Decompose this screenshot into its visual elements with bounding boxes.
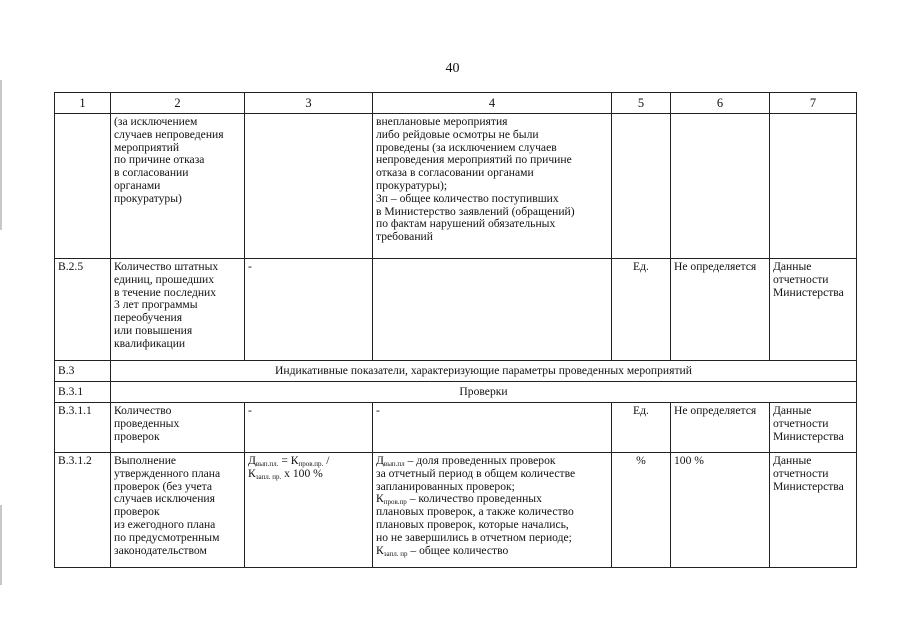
cell-code	[55, 114, 111, 259]
description-text: – количество проведенных	[406, 492, 542, 506]
cell-unit: Ед.	[612, 403, 671, 453]
cell-code: В.3	[55, 361, 111, 382]
cell-data-source: Данные отчетности Министерства	[770, 453, 857, 568]
table-row-v25	[55, 259, 857, 361]
column-number-3: 3	[245, 93, 373, 114]
cell-indicator-name: Количество штатных единиц, прошедших в течение последних 3 лет программы переобучения или повышения квалификации	[111, 259, 245, 361]
column-number-7: 7	[770, 93, 857, 114]
cell-formula-description: -	[373, 403, 612, 453]
cell-formula: -	[245, 403, 373, 453]
description-text: но не завершились в отчетном периоде;	[376, 530, 572, 544]
cell-target-value: Не определяется	[671, 259, 770, 361]
cell-data-source	[770, 114, 857, 259]
cell-target-value	[671, 114, 770, 259]
formula-text: х 100 %	[281, 466, 323, 480]
cell-indicator-name: (за исключением случаев непроведения мероприятий по причине отказа в согласовании органами прокуратуры)	[111, 114, 245, 259]
scan-edge-line-bottom	[0, 505, 2, 585]
section-title: Индикативные показатели, характеризующие параметры проведенных мероприятий	[111, 361, 857, 382]
description-text: за отчетный период в общем количестве	[376, 466, 576, 480]
cell-code: В.3.1.2	[55, 453, 111, 568]
cell-target-value: 100 %	[671, 453, 770, 568]
cell-indicator-name: Количество проведенных проверок	[111, 403, 245, 453]
cell-formula-description	[373, 453, 612, 568]
formula-symbol: Д	[248, 454, 256, 467]
table-row-v311	[55, 403, 857, 453]
table-row-continuation	[55, 114, 857, 259]
description-text: запланированных проверок;	[376, 479, 515, 493]
cell-unit: %	[612, 453, 671, 568]
cell-indicator-name: Выполнение утвержденного плана проверок (без учета случаев исключения проверок из ежегодного плана по предусмотренным законодательством	[111, 453, 245, 568]
formula-subscript: вып.пл.	[255, 460, 279, 468]
page-number: 40	[445, 61, 460, 76]
table-row-v312	[55, 453, 857, 568]
formula-text: = К	[278, 454, 299, 467]
formula-symbol: К	[248, 466, 256, 480]
description-symbol: К	[376, 543, 384, 557]
section-row-v3	[55, 361, 857, 382]
description-subscript: вып.пл	[383, 460, 405, 468]
cell-code: В.3.1	[55, 382, 111, 403]
cell-code: В.3.1.1	[55, 403, 111, 453]
cell-code: В.2.5	[55, 259, 111, 361]
cell-formula	[245, 453, 373, 568]
column-number-6: 6	[671, 93, 770, 114]
formula-subscript: запл. пр.	[255, 472, 282, 481]
cell-data-source: Данные отчетности Министерства	[770, 259, 857, 361]
description-text: плановых проверок, которые начались,	[376, 517, 569, 531]
formula-text: /	[323, 454, 330, 467]
description-text: – доля проведенных проверок	[404, 454, 556, 467]
cell-formula-description	[373, 259, 612, 361]
formula-subscript: пров.пр.	[298, 460, 324, 468]
description-subscript: запл. пр	[383, 549, 408, 558]
section-row-v31	[55, 382, 857, 403]
cell-formula	[245, 114, 373, 259]
scan-edge-line-top	[0, 80, 2, 230]
cell-formula-description: внеплановые мероприятия либо рейдовые осмотры не были проведены (за исключением случаев непроведения мероприятий по причине отказа в согласовании органами прокуратуры); Зп – общее количество поступивших в Министерство заявлений (обращений) по фактам нарушений обязательных требований	[373, 114, 612, 259]
column-number-4: 4	[373, 93, 612, 114]
description-text: – общее количество	[407, 543, 509, 557]
description-subscript: пров.пр	[383, 498, 407, 507]
description-symbol: Д	[376, 454, 384, 467]
cell-formula: -	[245, 259, 373, 361]
description-text: плановых проверок, а также количество	[376, 505, 574, 519]
column-number-1: 1	[55, 93, 111, 114]
column-number-2: 2	[111, 93, 245, 114]
section-title: Проверки	[111, 382, 857, 403]
cell-unit: Ед.	[612, 259, 671, 361]
indicators-table	[54, 92, 857, 568]
column-number-5: 5	[612, 93, 671, 114]
cell-data-source: Данные отчетности Министерства	[770, 403, 857, 453]
cell-target-value: Не определяется	[671, 403, 770, 453]
cell-unit	[612, 114, 671, 259]
table-header-row	[55, 93, 857, 114]
description-symbol: К	[376, 492, 384, 506]
